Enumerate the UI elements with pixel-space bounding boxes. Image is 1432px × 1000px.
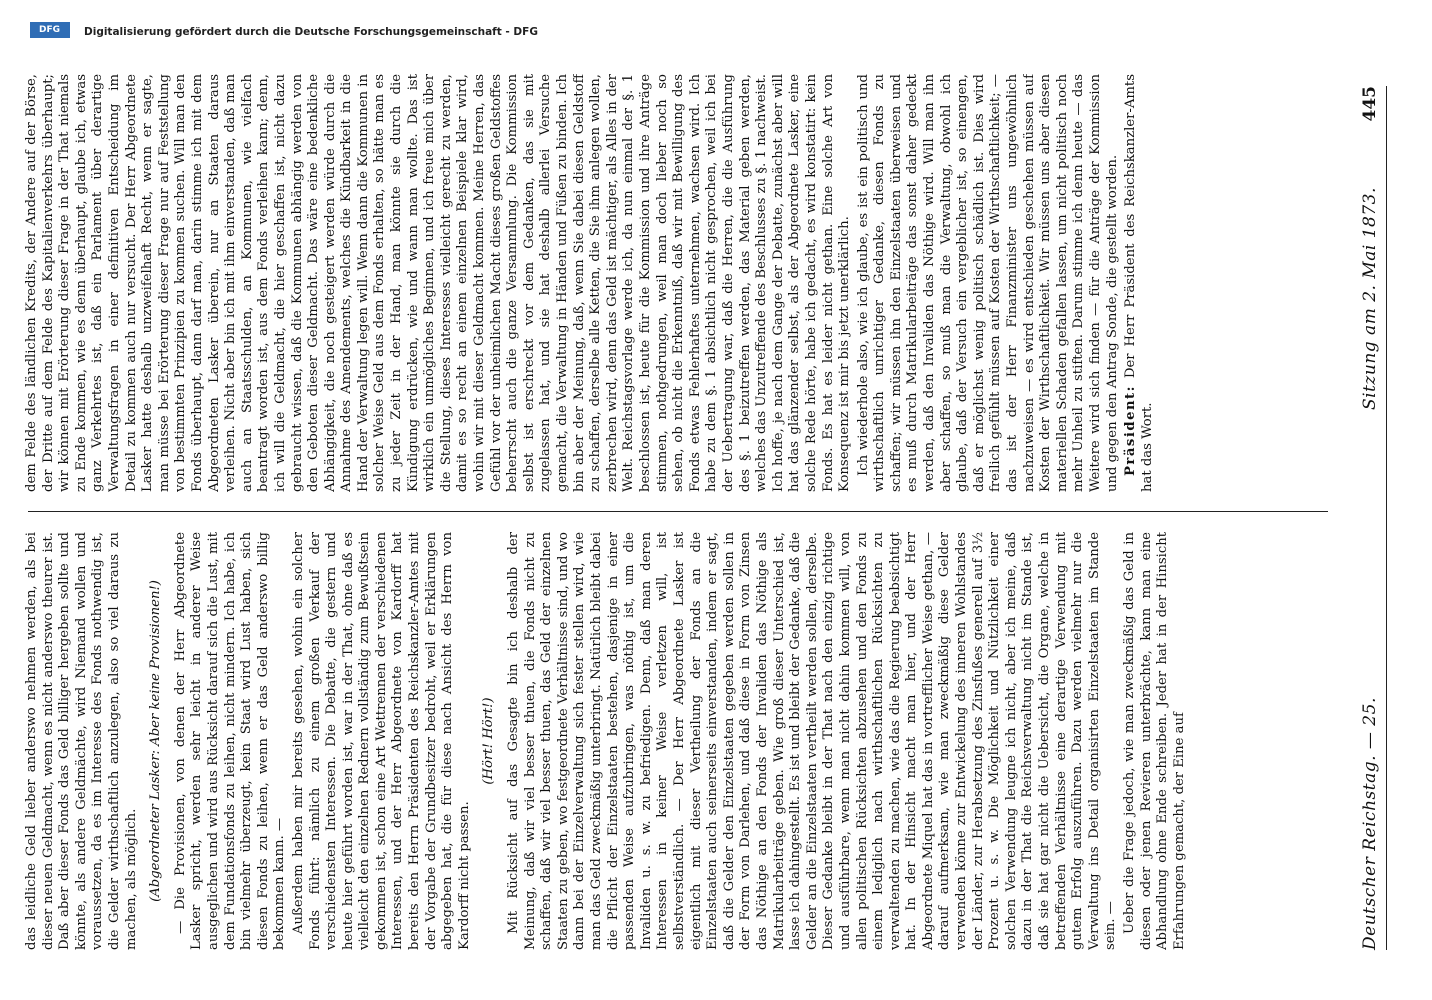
paragraph: — Die Provisionen, von denen der Herr Abgeordnete Lasker spricht, werden sehr leicht in anderer Weise ausgeglichen und wird aus Rücksicht darauf sich die Lust, mit dem Fundationsfonds zu leihen, nicht mindern. Ich habe, ich bin vielmehr überzeugt, kein Staat wird Lust haben, sich diesen Fonds zu leihen, wenn er das Geld anderswo billig bekommen kann. — [172, 532, 288, 950]
paragraph: das leidliche Geld lieber anderswo nehmen werden, als bei dieser neuen Geldmacht, wenn es nicht anderswo theurer ist. Daß aber dieser Fonds das Geld billiger hergeben sollte und könnte, als andere Geldmächte, wird Niemand wollen und voraussetzen, da es im Interesse des Fonds nothwendig ist, die Gelder wirthschaftlich anzulegen, also so viel daraus zu machen, als möglich. [24, 532, 139, 950]
paragraph: dem Felde des ländlichen Kredits, der Andere auf der Börse, der Dritte auf dem Felde des Kapitalienverkehrs überhaupt; wir können mit Erörterung dieser Frage in der That niemals zu Ende kommen, wie es denn überhaupt, glaube ich, etwas ganz Verkehrtes ist, daß ein Parlament über derartige Verwaltungsfragen in einer definitiven Entscheidung im Detail zu kommen auch nur versucht. Der Herr Abgeordnete Lasker hatte deshalb unzweifelhaft Recht, wenn er sagte, man müsse bei Erörterung dieser Frage nur auf Feststellung von bestimmten Prinzipien zu kommen suchen. Will man den Fonds überhaupt, dann darf man, darin stimme ich mit dem Abgeordneten Lasker überein, nur an Staaten daraus verleihen. Nicht aber bin ich mit ihm einverstanden, daß man auch an Staatsschulden, an Kommunen, wie vielfach beantragt worden ist, aus dem Fonds verleihen kann; denn, ich will die Geldmacht, die hier geschaffen ist, nicht dazu gebraucht wissen, daß die Kommunen abhängig werden von den Geboten dieser Geldmacht. Das wäre eine bedenkliche Abhängigkeit, die noch gesteigert werden würde durch die Annahme des Amendements, welches die Kündbarkeit in die Hand der Verwaltung legen will. Wenn dann die Kommunen in solcher Weise Geld aus dem Fonds erhalten, so hätte man es zu jeder Zeit in der Hand, man könnte sie durch die Kündigung erdrücken, wie und wann man wollte. Das ist wirklich ein unmögliches Beginnen, und ich freue mich über die Stellung, dieses Interesses vielleicht gerecht zu werden, damit es so recht an einem einzelnen Beispiele klar wird, wohin wir mit dieser Geldmacht kommen. Meine Herren, das Gefühl vor der unheimlichen Macht dieses großen Geldstoffes beherrscht auch die ganze Versammlung. Die Kommission selbst ist erschreckt vor dem Gedanken, das sie mit zugelassen hat, und sie hat deshalb allerlei Versuche gemacht, die Verwaltung in Händen und Füßen zu binden. Ich bin aber der Meinung, daß, wenn Sie dabei diesen Geldstoff zu schaffen, derselbe alle Ketten, die Sie ihm anlegen wollen, zerbrechen wird, denn das Geld ist mächtiger, als Alles in der Welt. Reichstagsvorlage werde ich, da nun einmal der §. 1 beschlossen ist, heute für die Kommission und ihre Anträge stimmen, nothgedrungen, weil man doch lieber noch so sehen, ob nicht die Erkenntniß, daß wir mit Bewilligung des Fonds etwas Fehlerhaftes unternehmen, wachsen wird. Ich habe zu dem §. 1 absichtlich nicht gesprochen, weil ich bei der Uebertragung war, daß die Herren, die die Ausführung des §. 1 beizutreffen werden, das Material geben werden, welches das Unzutreffende des Beschlusses zu §. 1 nachweist. Ich hoffe, je nach dem Gange der Debatte, zunächst aber will hat das glänzender selbst, als der Abgeordnete Lasker, eine solche Rede hörte, habe ich gedacht, es wird konstatirt: kein Fonds. Es hat es leider nicht gethan. Eine solche Art von Konsequenz ist mir bis jetzt unerklärlich. [24, 74, 853, 492]
dfg-logo-icon: DFG [30, 22, 70, 38]
paragraph: Ueber die Frage jedoch, wie man zweckmäßig das Geld in diesen oder jenen Revieren unterbrächte, kann man eine Abhandlung ohne Ende schreiben. Jeder hat in der Hinsicht Erfahrungen gemacht, der Eine auf [1122, 532, 1187, 950]
paragraph: Mit Rücksicht auf das Gesagte bin ich deshalb der Meinung, daß wir viel besser thuen, die Fonds nicht zu schaffen, daß wir viel besser thuen, das Geld der einzelnen Staaten zu geben, wo festgeordnete Verhältnisse sind, und wo dann bei der Einzelverwaltung sich fester stellen wird, wie man das Geld zweckmäßig unterbringt. Natürlich bleibt dabei die Pflicht der Einzelstaaten bestehen, dasjenige in einer passenden Weise aufzubringen, was nöthig ist, um die Invaliden u. s. w. zu befriedigen. Denn, daß man deren Interessen in keiner Weise verletzen will, ist selbstverständlich. — Der Herr Abgeordnete Lasker ist eigentlich mit dieser Vertheilung der Fonds an die Einzelstaaten auch seinerseits einverstanden, indem er sagt, daß die Gelder den Einzelstaaten gegeben werden sollen in der Form von Darlehen, und daß diese in Form von Zinsen das Nöthige an den Fonds der Invaliden das Nöthige als Matrikularbeiträge geben. Wie groß dieser Unterschied ist, lasse ich dahingestellt. Es ist und bleibt der Gedanke, daß die Gelder an die Einzelstaaten vertheilt werden sollen, derselbe. Dieser Gedanke bleibt in der That nach den einzig richtige und ausführbare, wenn man nicht dahin kommen will, von allen politischen Rücksichten abzusehen und den Fonds zu einem lediglich nach wirthschaftlichen Rücksichten zu verwaltenden zu machen, wie das die Regierung beabsichtigt hat. In der Hinsicht macht man hier, und der Herr Abgeordnete Miquel hat das in vortrefflicher Weise gethan, — darauf aufmerksam, wie man zweckmäßig diese Gelder verwenden könne zur Entwickelung des inneren Wohlstandes der Länder, zur Herabsetzung des Zinsfußes generell auf 3½ Prozent u. s. w. Die Möglichkeit und Nützlichkeit einer solchen Verwendung leugne ich nicht, aber ich meine, daß dazu in der That die Reichsverwaltung nicht im Stande ist, daß sie hat gar nicht die Uebersicht, die Organe, welche in betreffenden Verhältnisse eine derartige Verwendung mit gutem Erfolg auszuführen. Dazu werden vielmehr nur die Verwaltung ins Detail organisirten Einzelstaaten im Stande sein. — [506, 532, 1119, 950]
interjection: (Abgeordneter Lasker: Aber keine Provisionen!) [148, 580, 164, 902]
left-column [24, 532, 1334, 950]
speaker-label: Präsident: [1123, 384, 1139, 476]
paragraph [1123, 74, 1156, 492]
paragraph: Außerdem haben mir bereits gesehen, wohin ein solcher Fonds führt: nämlich zu einem großen Verkauf der verschiedensten Interessen. Die Debatte, die gestern und heute hier geführt worden ist, war in der That, ohne daß es vielleicht den einzelnen Rednern vollständig zum Bewußtsein gekommen ist, schon eine Art Wettrennen der verschiedenen Interessen, und der Herr Abgeordnete von Kardorff hat bereits den Herrn Präsidenten des Reichskanzler-Amtes mit der Vorgabe der Grundbesitzer bedroht, weil er Erklärungen abgegeben hat, die für diese nach Ansicht des Herrn von Kardorff nicht passen. [290, 532, 472, 950]
right-column [24, 74, 1334, 492]
journal-title: Deutscher Reichstag. — 25. [1360, 697, 1380, 950]
interjection: (Hört! Hört!) [481, 697, 497, 785]
credit-text: Digitalisierung gefördert durch die Deutsche Forschungsgemeinschaft - DFG [84, 26, 538, 38]
digitization-credit [24, 10, 1404, 50]
column-divider [28, 511, 1328, 512]
page-number: 445 [1360, 86, 1380, 122]
speaker-text: Der Herr Präsident des Reichskanzler-Amts hat das Wort. [1123, 74, 1155, 492]
session-date: Sitzung am 2. Mai 1873. [1360, 187, 1380, 410]
page-header [1350, 86, 1387, 950]
paragraph: Ich wiederhole also, wie ich glaube, es ist ein politisch und wirthschaftlich unrichtiger Gedanke, diesen Fonds zu schaffen; wir müssen ihn den Einzelstaaten überweisen und es muß durch Matrikularbeiträge das sonst daher gedeckt werden, daß den Invaliden das Nöthige wird. Will man ihn aber schaffen, so muß man die Verwaltung, obwohl ich glaube, daß der Versuch ein vergeblicher ist, so einengen, daß er möglichst wenig politisch schädlich ist. Dies wird freilich gefühlt müssen auf Kosten der Wirthschaftlichkeit; — das ist der Herr Finanzminister uns ungewöhnlich nachzuweisen — es wird entschieden geschehen müssen auf Kosten der Wirthschaftlichkeit. Wir müssen uns aber diesen materiellen Schaden gefallen lassen, um nicht politisch noch mehr Unheil zu stiften. Darum stimme ich denn heute — das Weitere wird sich finden — für die Anträge der Kommission und gegen den Antrag Sonde, die gestellt worden. [855, 74, 1120, 492]
